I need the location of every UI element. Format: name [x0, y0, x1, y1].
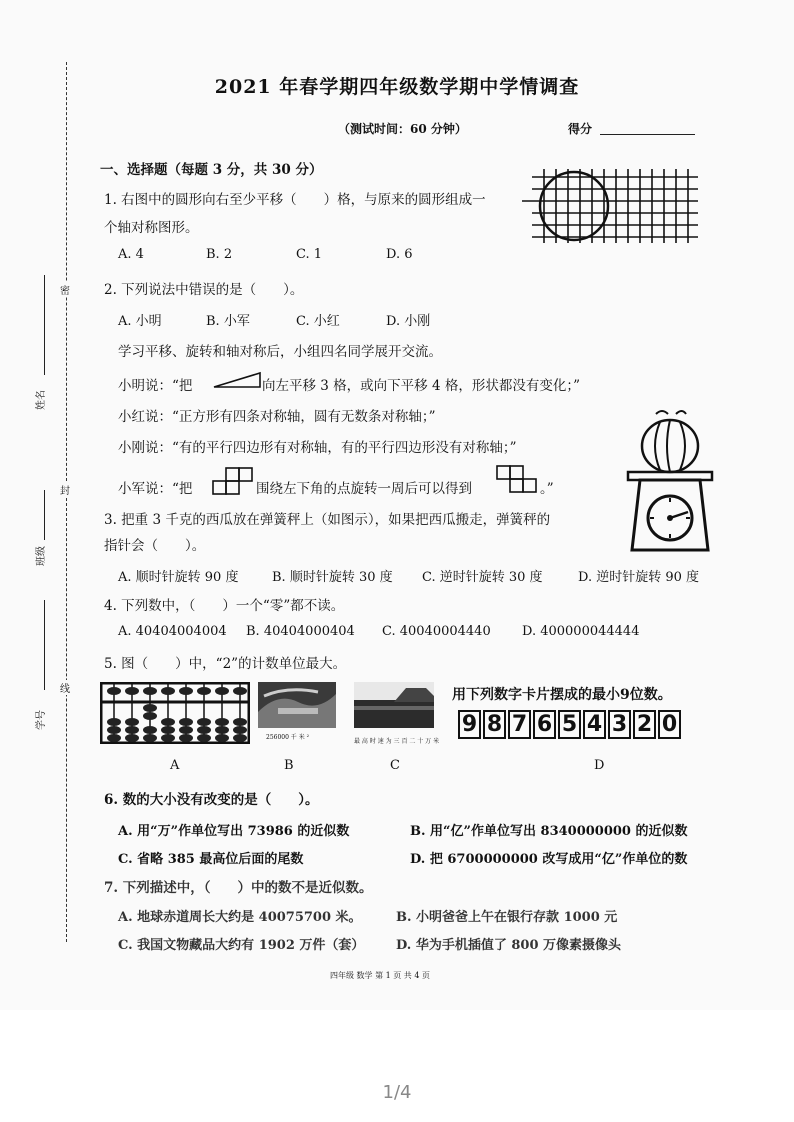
digit-card: 5: [558, 710, 581, 739]
q4-option-b: B. 40404000404: [246, 624, 355, 639]
binding-line: [66, 62, 67, 942]
q3-option-c: C. 逆时针旋转 30 度: [422, 570, 543, 585]
photo-b-image: [258, 682, 336, 728]
q6-option-b: B. 用“亿”作单位写出 8340000000 的近似数: [410, 824, 688, 839]
q5-label-b: B: [284, 758, 294, 773]
score-label: 得分: [568, 122, 593, 136]
class-line: [44, 490, 45, 540]
digit-card: 4: [583, 710, 606, 739]
q4-option-c: C. 40040004440: [382, 624, 491, 639]
q7-option-d: D. 华为手机插值了 800 万像素摄像头: [396, 938, 622, 953]
abacus-figure: [100, 682, 250, 744]
q2-stem: 2. 下列说法中错误的是（ ）。: [104, 282, 304, 298]
q4-option-d: D. 400000044444: [522, 624, 640, 639]
watermelon-scale-figure: [620, 408, 720, 556]
tetromino-before-icon: [212, 467, 256, 495]
digit-card: 6: [533, 710, 556, 739]
q2-option-b: B. 小军: [206, 314, 250, 329]
q5-label-a: A: [170, 758, 180, 773]
q3-line1: 3. 把重 3 千克的西瓜放在弹簧秤上（如图示），如果把西瓜搬走，弹簧秤的: [104, 512, 551, 528]
q2-jun-a: 小军说：“把: [118, 481, 193, 497]
q2-jun-c: 。”: [540, 481, 554, 497]
digit-card: 9: [458, 710, 481, 739]
q3-option-d: D. 逆时针旋转 90 度: [578, 570, 700, 585]
triangle-icon: [212, 371, 262, 389]
q6-stem: 6. 数的大小没有改变的是（ ）。: [104, 792, 319, 808]
q1-line1: 1. 右图中的圆形向右至少平移（ ）格，与原来的圆形组成一: [104, 192, 486, 208]
digit-card: 3: [608, 710, 631, 739]
q7-option-a: A. 地球赤道周长大约是 40075700 米。: [118, 910, 362, 925]
q1-option-a: A. 4: [118, 247, 144, 262]
q7-option-b: B. 小明爸爸上午在银行存款 1000 元: [396, 910, 618, 925]
digit-card: 7: [508, 710, 531, 739]
digit-card: 2: [633, 710, 656, 739]
number-label: 学号: [36, 710, 47, 730]
seal-feng: 封: [60, 482, 70, 497]
digit-card: 8: [483, 710, 506, 739]
q1-option-b: B. 2: [206, 247, 233, 262]
q2-option-c: C. 小红: [296, 314, 340, 329]
score-blank: [600, 134, 695, 135]
photo-c-image: [354, 682, 434, 728]
q3-line2: 指针会（ ）。: [104, 538, 206, 554]
q2-intro: 学习平移、旋转和轴对称后，小组四名同学展开交流。: [118, 344, 442, 360]
section-1-heading: 一、选择题（每题 3 分，共 30 分）: [100, 162, 323, 178]
number-line: [44, 600, 45, 690]
q1-option-d: D. 6: [386, 247, 413, 262]
q7-option-c: C. 我国文物藏品大约有 1902 万件（套）: [118, 938, 365, 953]
grid-circle-figure: [522, 167, 698, 243]
seal-xian: 线: [60, 680, 70, 695]
class-label: 班级: [36, 546, 47, 566]
q2-hong: 小红说：“正方形有四条对称轴，圆有无数条对称轴；”: [118, 409, 436, 425]
q2-option-a: A. 小明: [118, 314, 162, 329]
circle-shape: [540, 172, 608, 240]
photo-c-caption: 最 高 时 速 为 三 百 二 十 万 米: [354, 738, 440, 745]
name-label: 姓名: [36, 390, 47, 410]
q6-option-c: C. 省略 385 最高位后面的尾数: [118, 852, 304, 867]
q2-option-d: D. 小刚: [386, 314, 431, 329]
q3-option-b: B. 顺时针旋转 30 度: [272, 570, 393, 585]
q4-stem: 4. 下列数中，（ ）一个“零”都不读。: [104, 598, 345, 614]
page-footer: 四年级 数学 第 1 页 共 4 页: [330, 971, 430, 980]
tetromino-after-icon: [496, 465, 540, 493]
q6-option-a: A. 用“万”作单位写出 73986 的近似数: [118, 824, 350, 839]
digit-card: 0: [658, 710, 681, 739]
name-line: [44, 275, 45, 375]
seal-mi: 密: [60, 282, 70, 297]
digit-cards: [458, 710, 683, 739]
q5-label-c: C: [390, 758, 400, 773]
q1-line2: 个轴对称图形。: [104, 220, 199, 236]
photo-b-caption: 256000 千 米 ²: [266, 734, 310, 741]
q3-option-a: A. 顺时针旋转 90 度: [118, 570, 239, 585]
q2-ming-b: 向左平移 3 格，或向下平移 4 格，形状都没有变化；”: [262, 378, 580, 394]
q2-jun-b: 围绕左下角的点旋转一周后可以得到: [256, 481, 472, 497]
q6-option-d: D. 把 6700000000 改写成用“亿”作单位的数: [410, 852, 688, 867]
q5-d-text: 用下列数字卡片摆成的最小9位数。: [452, 687, 672, 703]
q2-gang: 小刚说：“有的平行四边形有对称轴，有的平行四边形没有对称轴；”: [118, 440, 517, 456]
page-indicator: 1/4: [382, 1082, 412, 1103]
q5-label-d: D: [594, 758, 605, 773]
q1-option-c: C. 1: [296, 247, 323, 262]
q2-ming-a: 小明说：“把: [118, 378, 193, 394]
q5-stem: 5. 图（ ）中，“2”的计数单位最大。: [104, 656, 347, 672]
exam-title: 2021 年春学期四年级数学期中学情调查: [214, 76, 580, 98]
q4-option-a: A. 40404004004: [118, 624, 227, 639]
test-time: （测试时间：60 分钟）: [338, 122, 467, 136]
q7-stem: 7. 下列描述中，（ ）中的数不是近似数。: [104, 880, 373, 896]
